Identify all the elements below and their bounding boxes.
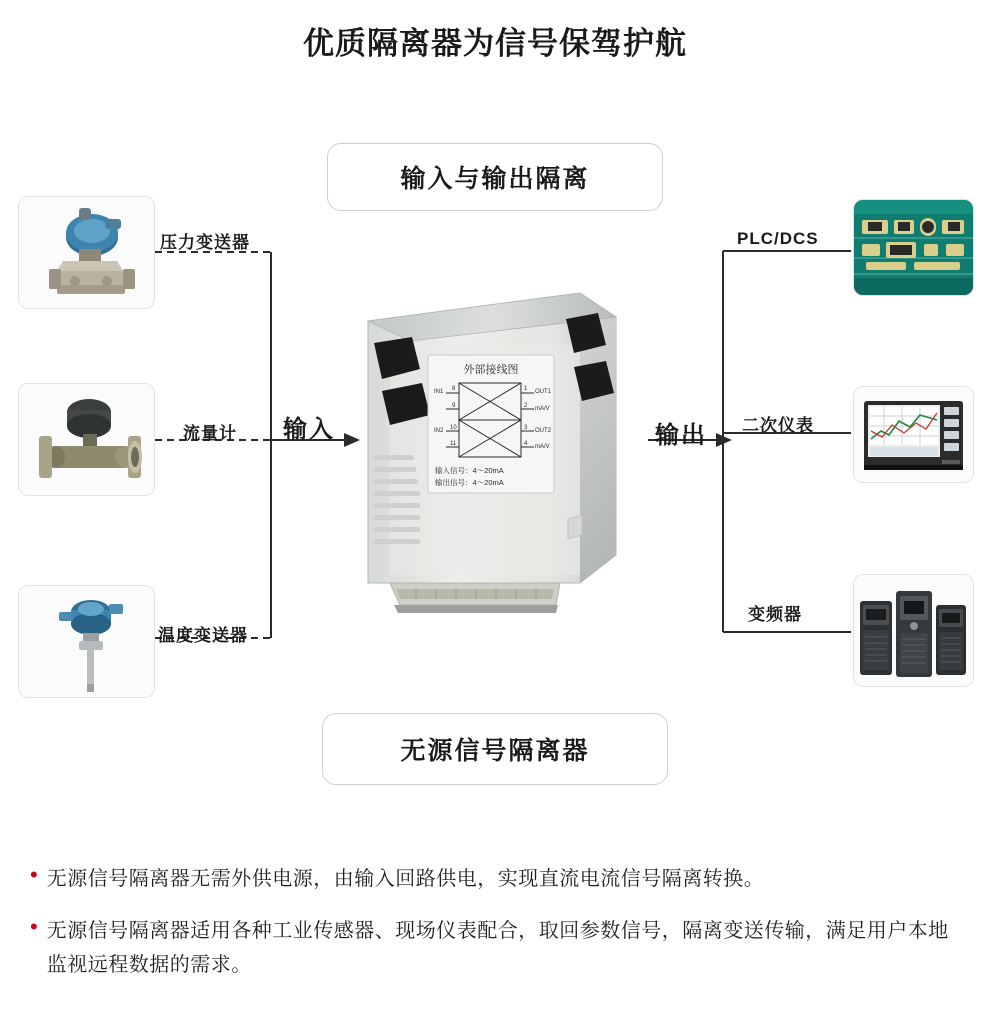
bottom-callout-box: 无源信号隔离器 xyxy=(322,713,668,785)
note-text: 无源信号隔离器适用各种工业传感器、现场仪表配合，取回参数信号，隔离变送传输，满足用户本地监视远程数据的需求。 xyxy=(46,920,949,976)
svg-text:OUT2: OUT2 xyxy=(535,428,552,434)
label-secondary-instrument: 二次仪表 xyxy=(742,416,814,435)
flow-meter-photo xyxy=(18,383,155,496)
svg-text:IN2: IN2 xyxy=(434,428,444,434)
page-title: 优质隔离器为信号保驾护航 xyxy=(303,26,687,61)
notes-list xyxy=(30,862,960,1000)
vfd-drive-photo xyxy=(853,574,974,687)
label-input: 输入 xyxy=(283,416,335,443)
svg-text:OUT1: OUT1 xyxy=(535,389,552,395)
label-temperature-transmitter: 温度变送器 xyxy=(158,626,248,645)
svg-text:mA/V: mA/V xyxy=(535,444,550,450)
paperless-recorder-photo xyxy=(853,386,974,483)
svg-text:4: 4 xyxy=(524,441,528,447)
svg-text:1: 1 xyxy=(524,386,528,392)
svg-text:3: 3 xyxy=(524,425,528,431)
plc-dcs-board-photo xyxy=(853,199,974,296)
output-arrowhead xyxy=(716,433,732,447)
svg-text:外部接线图: 外部接线图 xyxy=(463,364,519,376)
svg-text:11: 11 xyxy=(450,441,457,447)
svg-text:2: 2 xyxy=(524,403,528,409)
list-item xyxy=(30,914,960,982)
svg-text:10: 10 xyxy=(450,425,457,431)
pressure-transmitter-photo xyxy=(18,196,155,309)
list-item xyxy=(30,862,960,896)
signal-isolator-module xyxy=(330,283,660,618)
bullet-dot-icon: • xyxy=(30,862,38,887)
label-plc-dcs: PLC/DCS xyxy=(737,229,819,248)
svg-text:输入信号：4～20mA: 输入信号：4～20mA xyxy=(435,466,504,475)
svg-text:mA/V: mA/V xyxy=(535,406,550,412)
temperature-transmitter-photo xyxy=(18,585,155,698)
note-text: 无源信号隔离器无需外供电源，由输入回路供电，实现直流电流信号隔离转换。 xyxy=(46,868,765,890)
svg-text:9: 9 xyxy=(452,403,456,409)
label-flow-meter: 流量计 xyxy=(183,424,237,443)
top-callout-box: 输入与输出隔离 xyxy=(327,143,663,211)
svg-text:IN1: IN1 xyxy=(434,389,444,395)
svg-text:输出信号：4～20mA: 输出信号：4～20mA xyxy=(435,478,504,487)
svg-text:8: 8 xyxy=(452,386,456,392)
bullet-dot-icon: • xyxy=(30,914,38,939)
label-pressure-transmitter: 压力变送器 xyxy=(160,233,250,252)
label-vfd: 变频器 xyxy=(748,605,802,624)
label-output: 输出 xyxy=(655,422,707,449)
